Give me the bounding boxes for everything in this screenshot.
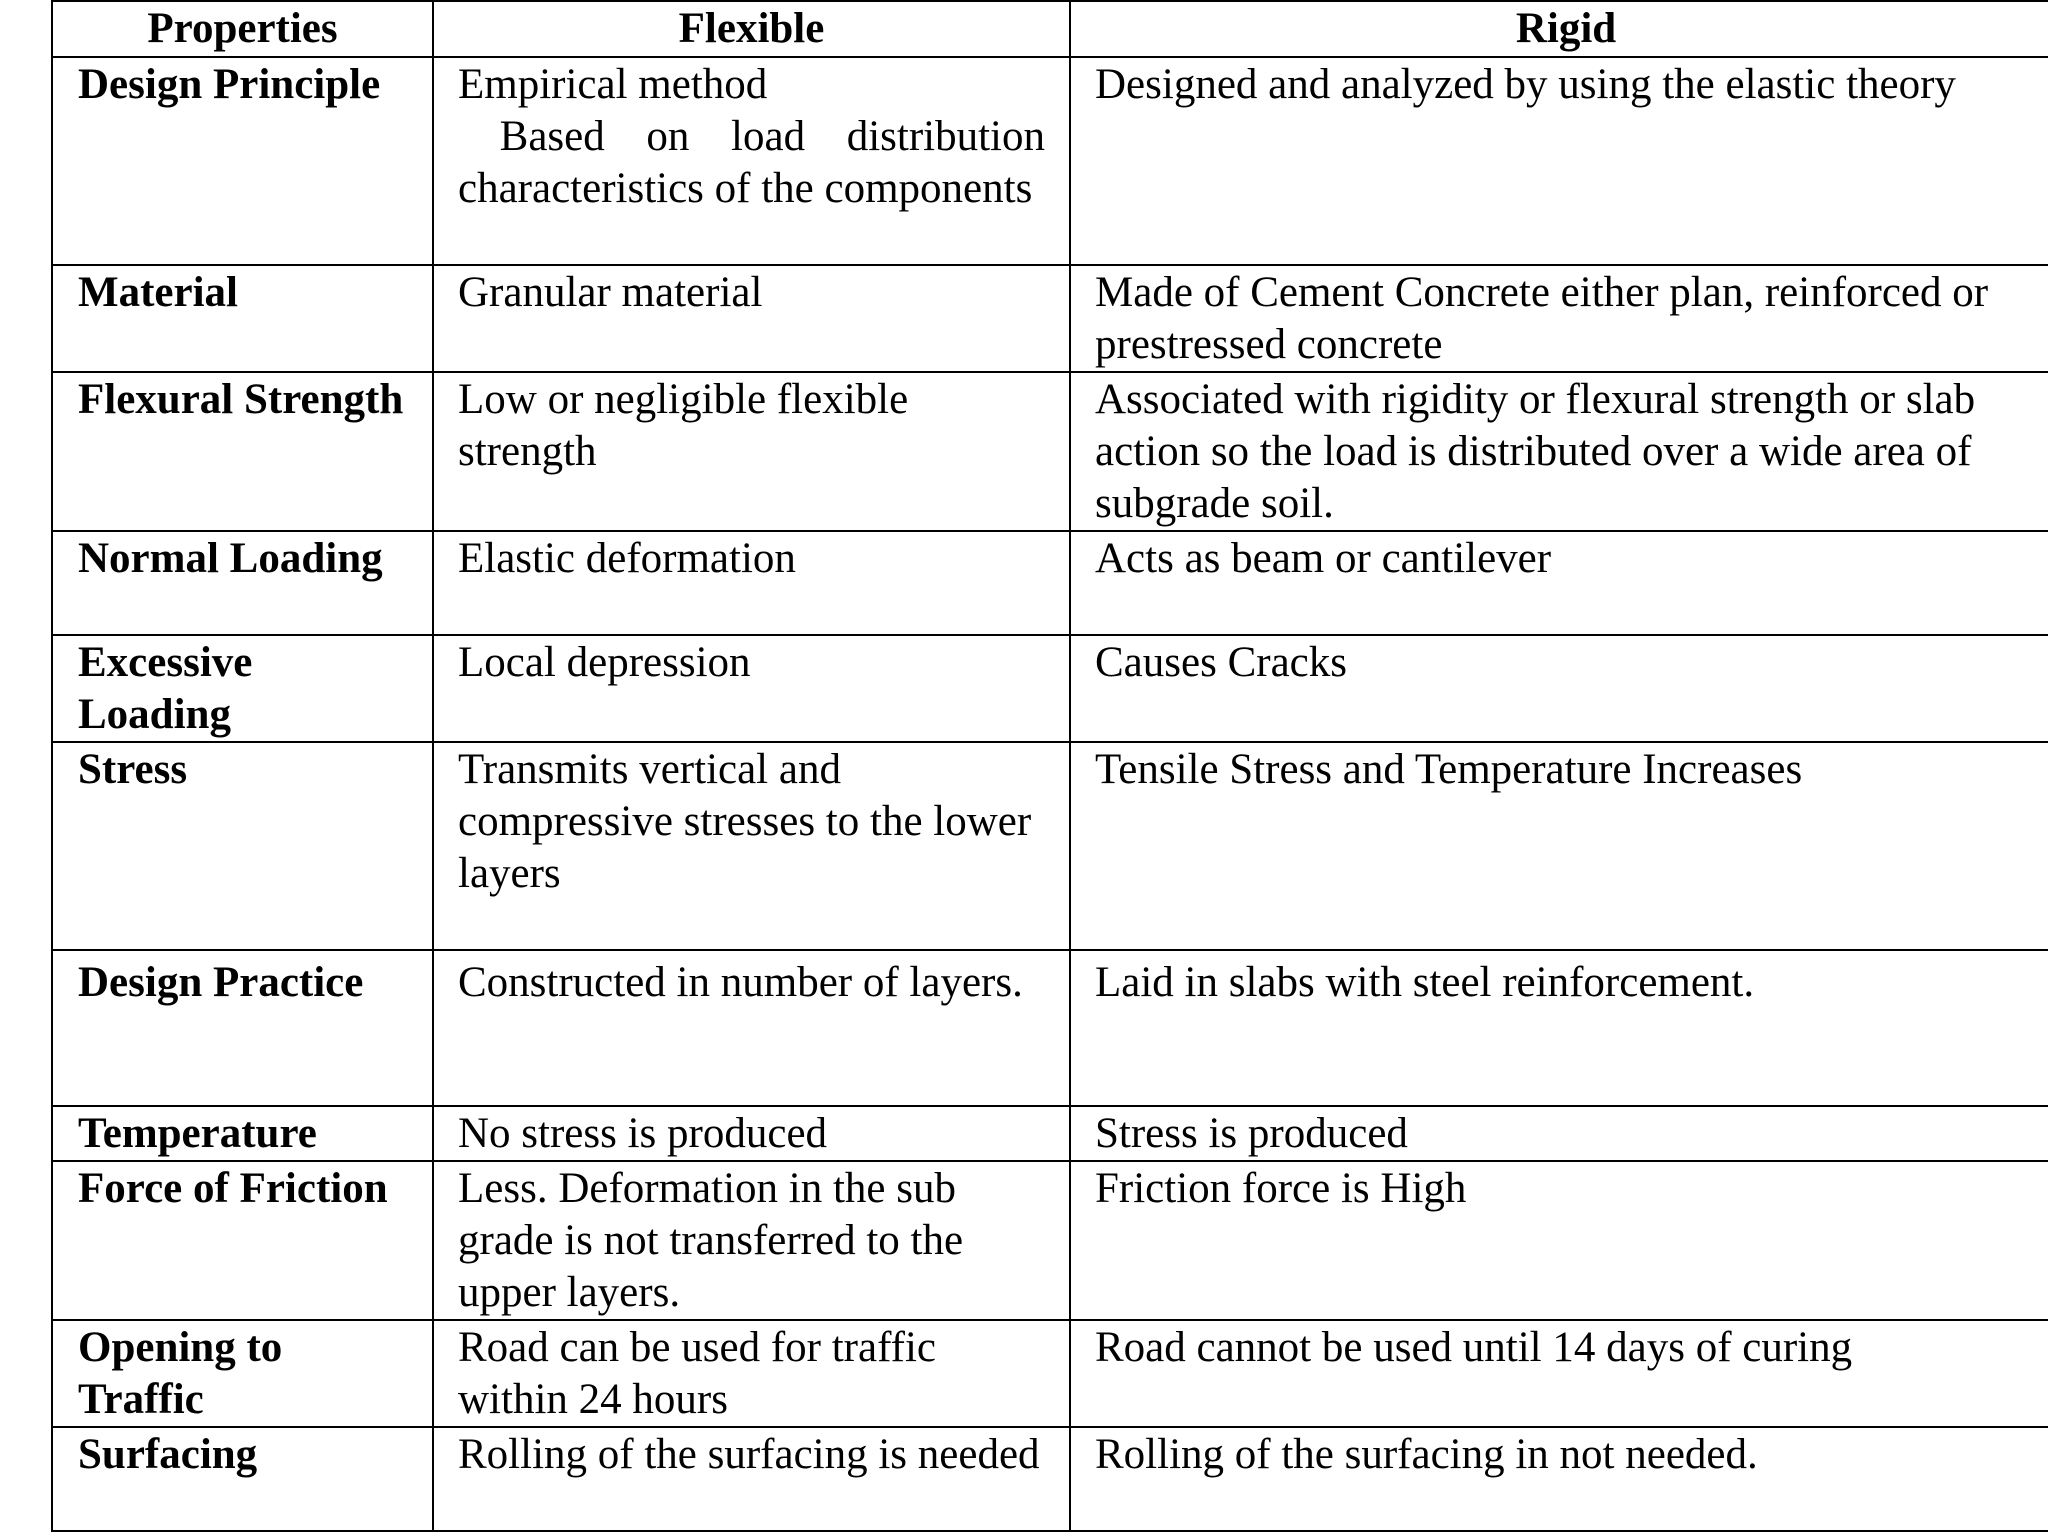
table-row [52,1106,2048,1161]
table-row [52,635,2048,742]
row-flexible: Local depression [433,635,1070,742]
row-rigid: Associated with rigidity or flexural strength or slab action so the load is distributed over a wide area of subgrade soil. [1070,372,2048,531]
table-row [52,531,2048,635]
row-rigid: Acts as beam or cantilever [1070,531,2048,635]
row-flexible [433,57,1070,265]
row-property: Force of Friction [52,1161,433,1320]
row-property: Material [52,265,433,372]
row-flexible: Low or negligible flexible strength [433,372,1070,531]
row-rigid: Laid in slabs with steel reinforcement. [1070,950,2048,1106]
row-property: Excessive Loading [52,635,433,742]
flexible-line: Based on load distribution characteristics of the components [458,113,1056,212]
row-rigid: Friction force is High [1070,1161,2048,1320]
header-rigid: Rigid [1070,1,2048,57]
row-flexible: No stress is produced [433,1106,1070,1161]
row-rigid: Road cannot be used until 14 days of curing [1070,1320,2048,1427]
table-row [52,372,2048,531]
row-rigid: Stress is produced [1070,1106,2048,1161]
row-flexible: Constructed in number of layers. [433,950,1070,1106]
flexible-line: Empirical method [458,61,768,108]
row-rigid: Tensile Stress and Temperature Increases [1070,742,2048,950]
table-header-row [52,1,2048,57]
row-flexible: Less. Deformation in the sub grade is not transferred to the upper layers. [433,1161,1070,1320]
row-rigid: Designed and analyzed by using the elastic theory [1070,57,2048,265]
table-row [52,950,2048,1106]
table-row [52,1320,2048,1427]
row-property: Design Practice [52,950,433,1106]
row-flexible: Elastic deformation [433,531,1070,635]
row-flexible: Transmits vertical and compressive stresses to the lower layers [433,742,1070,950]
table-row [52,57,2048,265]
header-properties: Properties [52,1,433,57]
row-property: Normal Loading [52,531,433,635]
row-flexible: Granular material [433,265,1070,372]
header-flexible: Flexible [433,1,1070,57]
row-flexible: Rolling of the surfacing is needed [433,1427,1070,1531]
row-property: Stress [52,742,433,950]
row-property: Opening to Traffic [52,1320,433,1427]
row-property: Surfacing [52,1427,433,1531]
row-rigid: Causes Cracks [1070,635,2048,742]
row-property: Design Principle [52,57,433,265]
row-property: Flexural Strength [52,372,433,531]
row-rigid: Made of Cement Concrete either plan, reinforced or prestressed concrete [1070,265,2048,372]
comparison-table [51,0,2048,1532]
row-rigid: Rolling of the surfacing in not needed. [1070,1427,2048,1531]
row-property: Temperature [52,1106,433,1161]
table-row [52,1161,2048,1320]
table-row [52,1427,2048,1531]
table-row [52,265,2048,372]
row-flexible: Road can be used for traffic within 24 hours [433,1320,1070,1427]
table-row [52,742,2048,950]
